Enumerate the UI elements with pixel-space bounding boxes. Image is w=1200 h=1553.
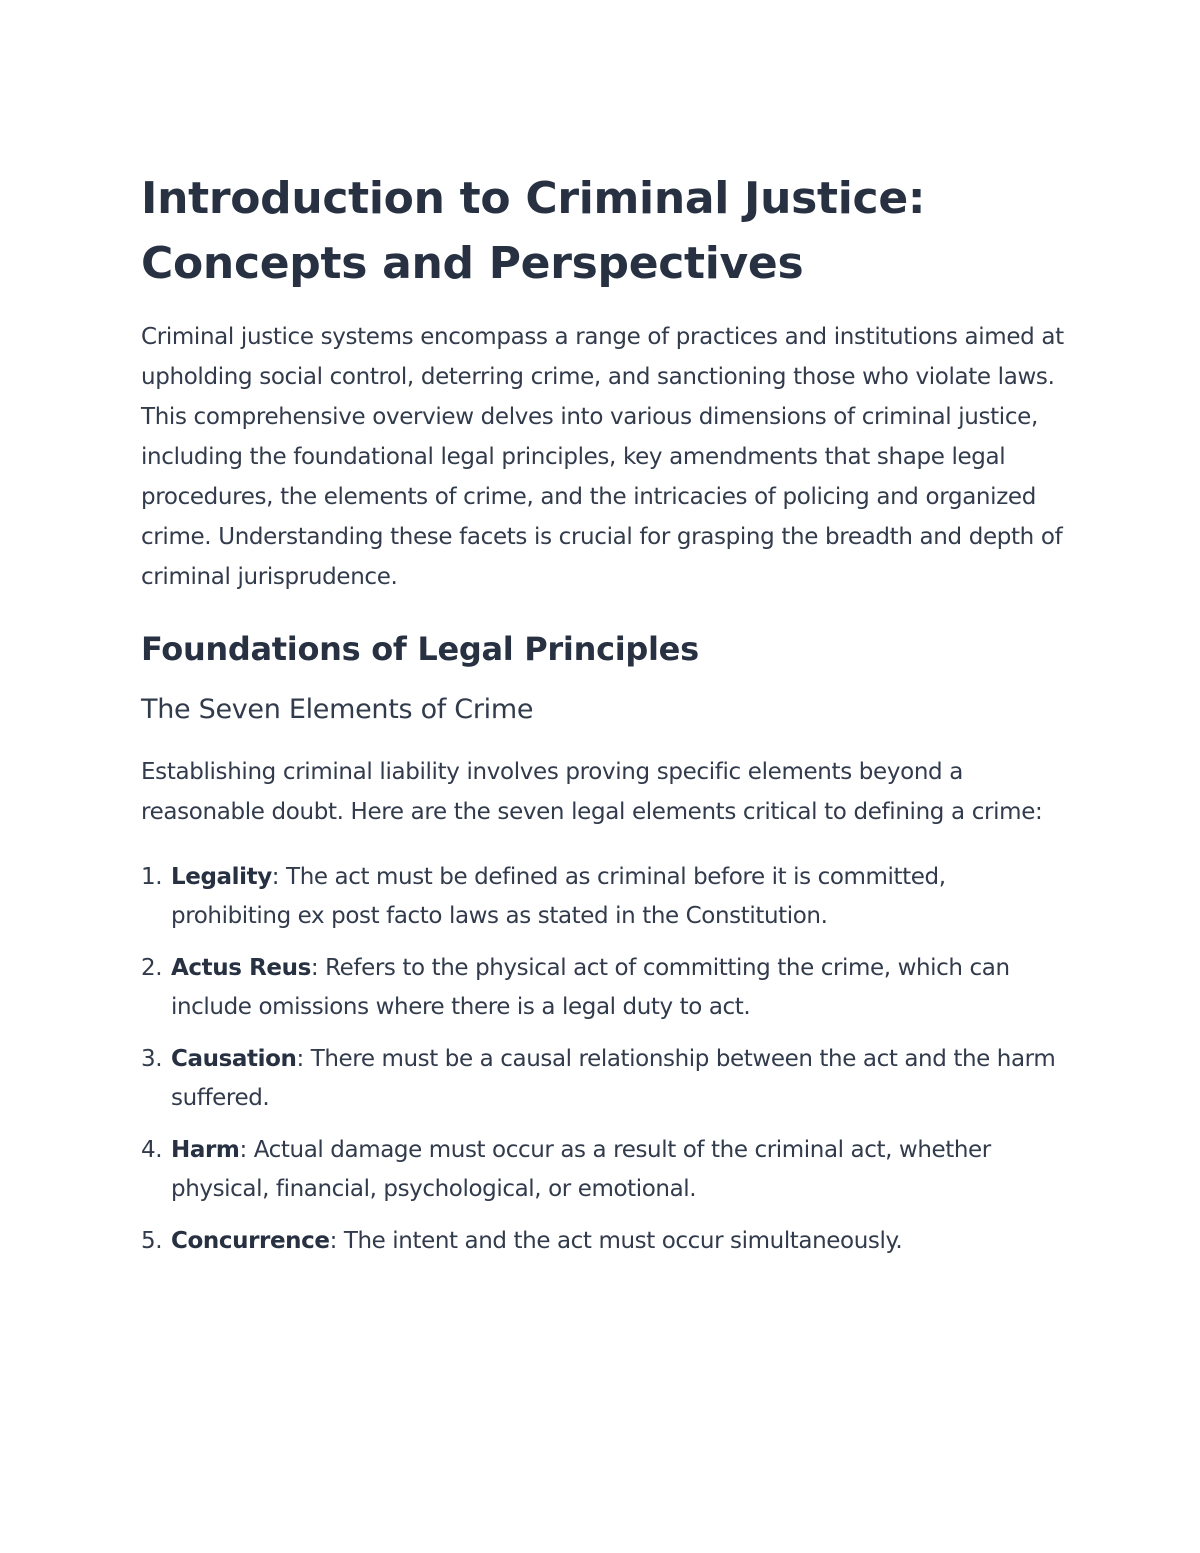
section-subheading: The Seven Elements of Crime: [141, 694, 534, 725]
section-paragraph: Establishing criminal liability involves proving specific elements beyond a reasonable doubt. Here are the seven legal elements critical to defining a crime:: [141, 759, 1043, 825]
elements-list: [141, 858, 1071, 1261]
list-item: [141, 1222, 1071, 1261]
list-item-number: 1.: [141, 864, 163, 890]
list-item-text: : The intent and the act must occur simultaneously.: [329, 1228, 903, 1254]
list-item-text: : Refers to the physical act of committing the crime, which can include omissions where there is a legal duty to act.: [171, 955, 1010, 1020]
list-item-number: 3.: [141, 1046, 163, 1072]
list-item: [141, 858, 1071, 936]
list-item-term: Causation: [171, 1046, 297, 1072]
list-item: [141, 1131, 1071, 1209]
section-heading: Foundations of Legal Principles: [141, 630, 699, 668]
list-item-number: 4.: [141, 1137, 163, 1163]
list-item-term: Legality: [171, 864, 272, 890]
list-item-term: Harm: [171, 1137, 240, 1163]
list-item-text: : There must be a causal relationship between the act and the harm suffered.: [171, 1046, 1056, 1111]
page-title: Introduction to Criminal Justice: Concepts and Perspectives: [141, 173, 926, 289]
list-item-number: 5.: [141, 1228, 163, 1254]
list-item-text: : The act must be defined as criminal before it is committed, prohibiting ex post facto laws as stated in the Constitution.: [171, 864, 946, 929]
intro-paragraph: Criminal justice systems encompass a range of practices and institutions aimed at upholding social control, deterring crime, and sanctioning those who violate laws. This comprehensive overview delves into various dimensions of criminal justice, including the foundational legal principles, key amendments that shape legal procedures, the elements of crime, and the intricacies of policing and organized crime. Understanding these facets is crucial for grasping the breadth and depth of criminal jurisprudence.: [141, 324, 1064, 590]
list-item-text: : Actual damage must occur as a result of the criminal act, whether physical, financial, psychological, or emotional.: [171, 1137, 991, 1202]
list-item: [141, 1040, 1071, 1118]
list-item: [141, 949, 1071, 1027]
list-item-term: Actus Reus: [171, 955, 311, 981]
list-item-term: Concurrence: [171, 1228, 330, 1254]
list-item-number: 2.: [141, 955, 163, 981]
document-page: [141, 166, 1071, 1274]
